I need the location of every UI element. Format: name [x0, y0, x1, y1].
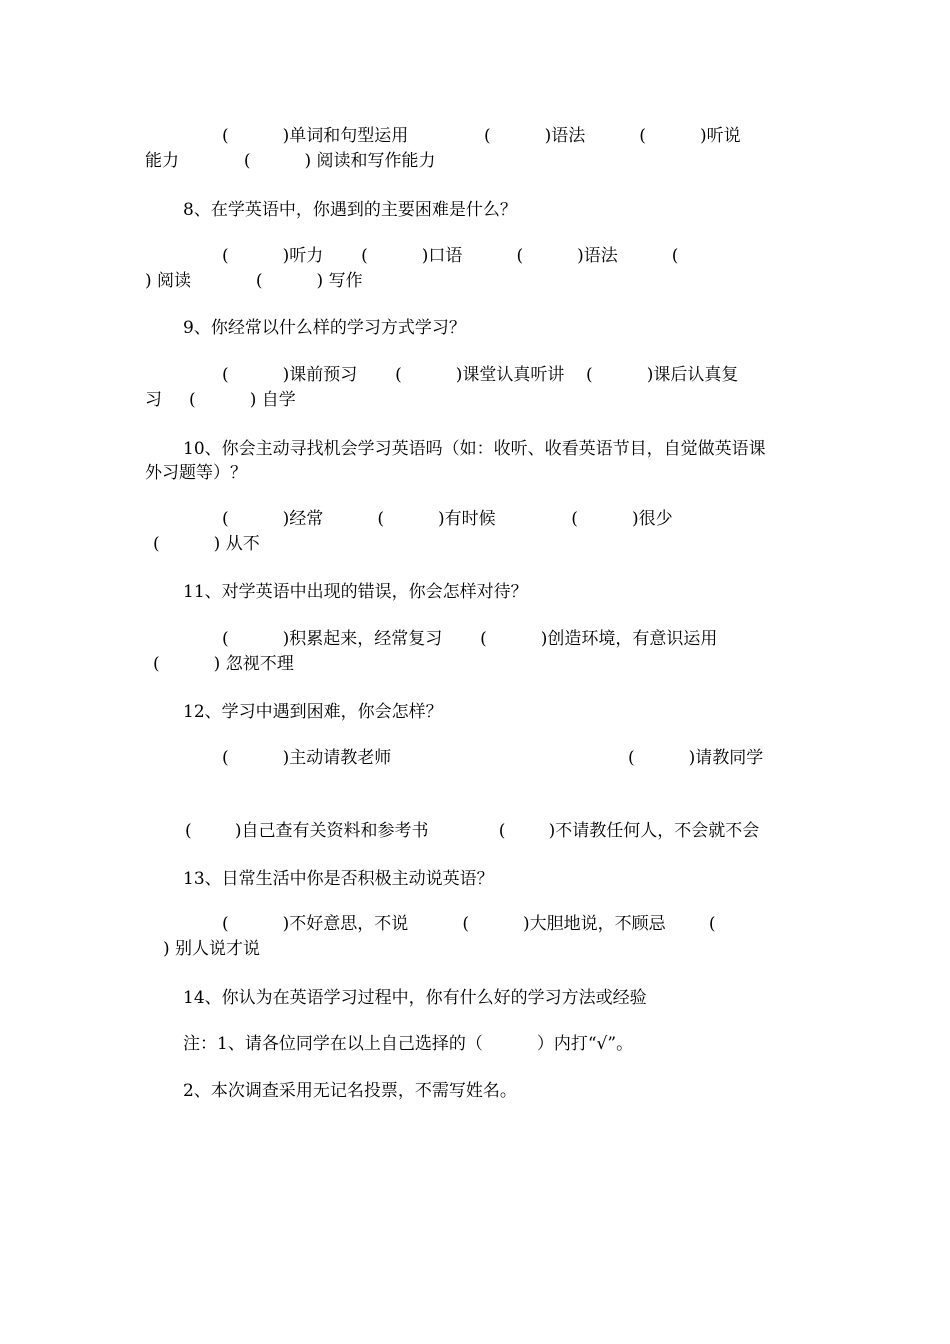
question-9-options-cont: 习 ( ) 自学 — [145, 390, 296, 410]
question-14: 14、你认为在英语学习过程中，你有什么好的学习方法或经验 — [183, 988, 647, 1008]
question-12-option-a: ( )主动请教老师 — [222, 748, 392, 768]
question-13-options: ( )不好意思，不说 ( )大胆地说，不顾忌 ( — [222, 914, 716, 934]
note-2: 2、本次调查采用无记名投票，不需写姓名。 — [183, 1081, 517, 1101]
question-13: 13、日常生活中你是否积极主动说英语？ — [183, 869, 494, 889]
question-12-options-cont: ( )自己查有关资料和参考书 ( )不请教任何人，不会就不会 — [185, 821, 760, 841]
question-10-options: ( )经常 ( )有时候 ( )很少 — [222, 509, 673, 529]
question-11-options-cont: ( ) 忽视不理 — [153, 654, 294, 674]
question-9-options: ( )课前预习 ( )课堂认真听讲 ( )课后认真复 — [222, 365, 739, 385]
question-8: 8、在学英语中，你遇到的主要困难是什么？ — [183, 200, 517, 220]
question-9: 9、你经常以什么样的学习方式学习？ — [183, 318, 466, 338]
line-7-options-cont: 能力 ( ) 阅读和写作能力 — [145, 151, 436, 171]
question-13-options-cont: ) 别人说才说 — [163, 939, 261, 959]
question-10-cont: 外习题等）？ — [145, 463, 247, 483]
question-11: 11、对学英语中出现的错误，你会怎样对待？ — [183, 582, 528, 602]
question-11-options: ( )积累起来，经常复习 ( )创造环境，有意识运用 — [222, 629, 718, 649]
question-8-options: ( )听力 ( )口语 ( )语法 ( — [222, 246, 679, 266]
line-7-options: ( )单词和句型运用 ( )语法 ( )听说 — [222, 126, 741, 146]
question-8-options-cont: ) 阅读 ( ) 写作 — [145, 271, 363, 291]
question-10-options-cont: ( ) 从不 — [153, 534, 260, 554]
question-12-option-b: ( )请教同学 — [628, 748, 764, 768]
note-1: 注：1、请各位同学在以上自己选择的（ ）内打“√”。 — [183, 1034, 634, 1054]
question-12: 12、学习中遇到困难，你会怎样？ — [183, 702, 443, 722]
question-10: 10、你会主动寻找机会学习英语吗（如：收听、收看英语节目，自觉做英语课 — [183, 439, 766, 459]
